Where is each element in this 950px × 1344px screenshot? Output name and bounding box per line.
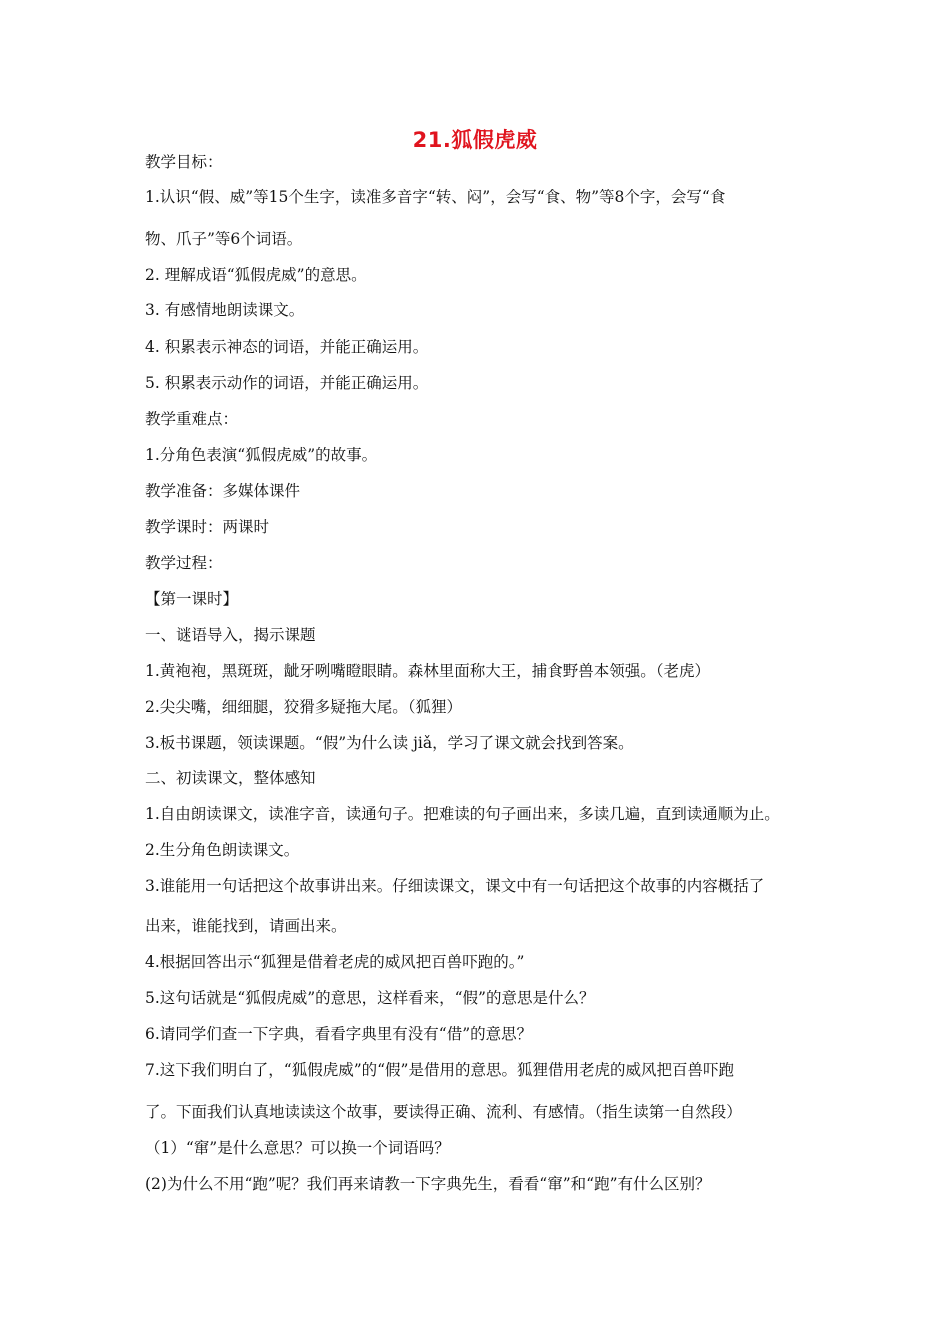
text-line: 6.请同学们查一下字典，看看字典里有没有“借”的意思？ [145,1025,533,1043]
text-line: 二、初读课文，整体感知 [145,769,316,787]
text-line: 2.尖尖嘴，细细腿，狡猾多疑拖大尾。（狐狸） [145,698,463,716]
text-line: (2)为什么不用“跑”呢？我们再来请教一下字典先生，看看“窜”和“跑”有什么区别？ [145,1175,711,1193]
text-line: 物、爪子”等6个词语。 [145,230,303,248]
text-line: （1）“窜”是什么意思？可以换一个词语吗？ [145,1139,450,1157]
text-line: 1.分角色表演“狐假虎威”的故事。 [145,446,378,464]
text-line: 5.这句话就是“狐假虎威”的意思，这样看来，“假”的意思是什么？ [145,989,595,1007]
text-line: 教学重难点： [145,410,239,428]
text-line: 3. 有感情地朗读课文。 [145,301,305,319]
text-line: 4. 积累表示神态的词语，并能正确运用。 [145,338,429,356]
text-line: 7.这下我们明白了，“狐假虎威”的“假”是借用的意思。狐狸借用老虎的威风把百兽吓跑 [145,1061,734,1079]
text-line: 了。下面我们认真地读读这个故事，要读得正确、流利、有感情。（指生读第一自然段） [145,1103,742,1121]
text-line: 5. 积累表示动作的词语，并能正确运用。 [145,374,429,392]
text-line: 教学准备：多媒体课件 [145,482,301,500]
text-line: 2.生分角色朗读课文。 [145,841,300,859]
text-line: 一、谜语导入，揭示课题 [145,626,316,644]
text-line: 1.认识“假、威”等15个生字，读准多音字“转、闷”，会写“食、物”等8个字，会写“食 [145,188,726,206]
document-title: 21.狐假虎威 [412,128,538,152]
text-line: 2. 理解成语“狐假虎威”的意思。 [145,266,367,284]
text-line: 4.根据回答出示“狐狸是借着老虎的威风把百兽吓跑的。” [145,953,525,971]
text-line: 【第一课时】 [145,590,239,608]
text-line: 教学目标： [145,153,223,171]
text-line: 1.黄袍袍，黑斑斑，龇牙咧嘴瞪眼睛。森林里面称大王，捕食野兽本领强。（老虎） [145,662,711,680]
text-line: 出来，谁能找到，请画出来。 [145,917,347,935]
text-line: 教学过程： [145,554,223,572]
text-line: 3.板书课题，领读课题。“假”为什么读 jiǎ，学习了课文就会找到答案。 [145,734,634,752]
text-line: 教学课时：两课时 [145,518,270,536]
text-line: 1.自由朗读课文，读准字音，读通句子。把难读的句子画出来，多读几遍，直到读通顺为止。 [145,805,780,823]
text-line: 3.谁能用一句话把这个故事讲出来。仔细读课文，课文中有一句话把这个故事的内容概括了 [145,877,765,895]
